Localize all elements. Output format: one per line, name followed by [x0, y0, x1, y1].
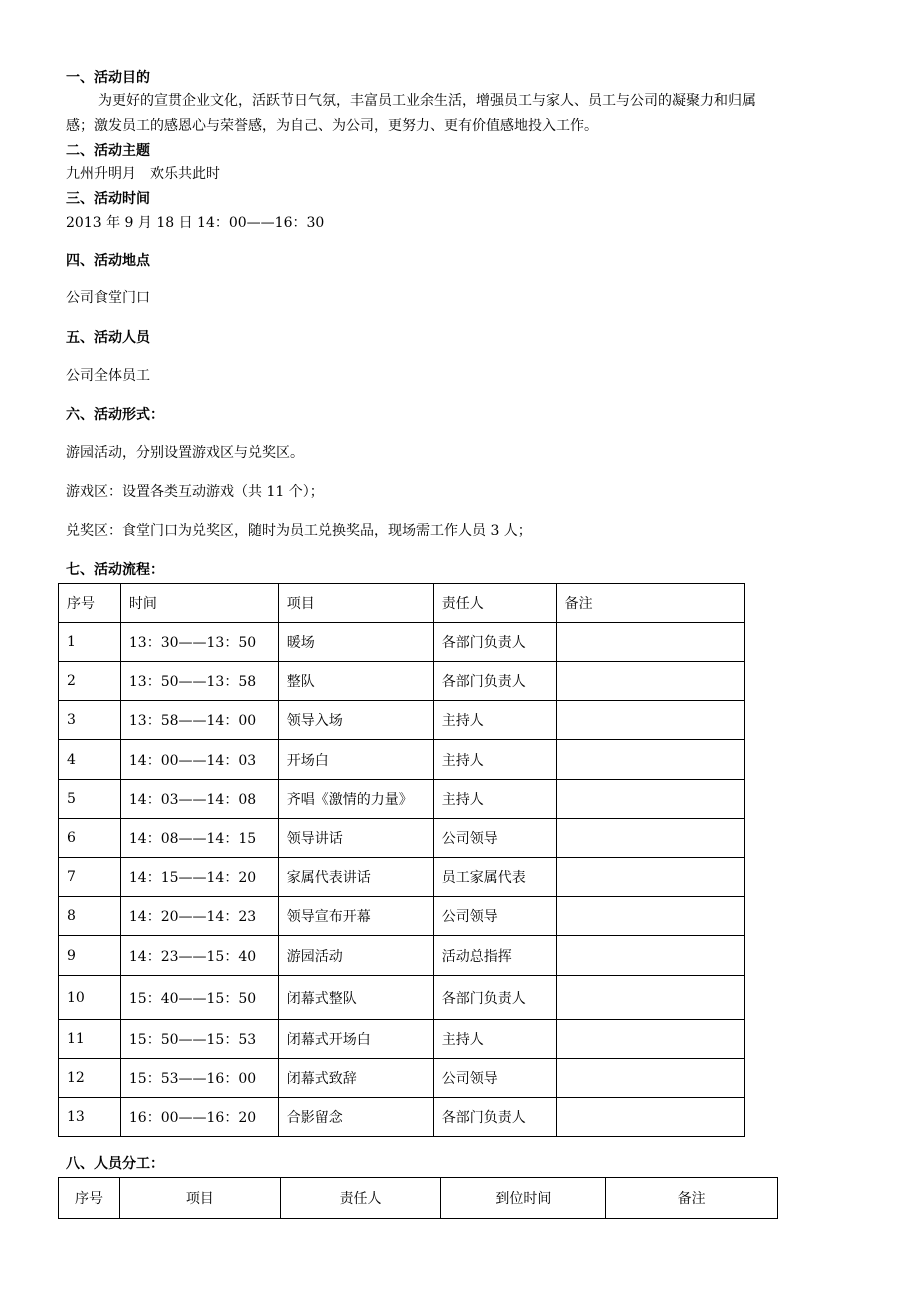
- staff-header-note: 备注: [606, 1178, 778, 1219]
- staff-header-item: 项目: [119, 1178, 280, 1219]
- flow-cell-index: 13: [59, 1098, 121, 1137]
- flow-cell-note: [556, 1098, 744, 1137]
- flow-cell-index: 1: [59, 623, 121, 662]
- flow-table-row: [59, 740, 745, 780]
- flow-cell-index: 7: [59, 858, 121, 897]
- flow-cell-owner: 主持人: [433, 1020, 556, 1059]
- flow-cell-time: 15：50——15：53: [120, 1020, 278, 1059]
- people-text: 公司全体员工: [66, 368, 150, 384]
- section-time-heading: 三、活动时间: [66, 191, 150, 207]
- flow-cell-item: 家属代表讲话: [278, 858, 433, 897]
- flow-cell-note: [556, 858, 744, 897]
- flow-table-row: [59, 701, 745, 740]
- flow-table-row: [59, 780, 745, 819]
- flow-cell-note: [556, 897, 744, 936]
- flow-table-row: [59, 1098, 745, 1137]
- activity-flow-table: [58, 583, 745, 1137]
- flow-cell-time: 13：58——14：00: [120, 701, 278, 740]
- flow-table-row: [59, 936, 745, 976]
- flow-cell-note: [556, 780, 744, 819]
- flow-header-note: 备注: [556, 584, 744, 623]
- flow-cell-time: 16：00——16：20: [120, 1098, 278, 1137]
- staff-table-header-row: [59, 1178, 778, 1219]
- flow-cell-index: 10: [59, 976, 121, 1020]
- flow-cell-time: 14：00——14：03: [120, 740, 278, 780]
- flow-header-item: 项目: [278, 584, 433, 623]
- flow-cell-owner: 公司领导: [433, 1059, 556, 1098]
- flow-cell-note: [556, 740, 744, 780]
- flow-cell-item: 合影留念: [278, 1098, 433, 1137]
- flow-cell-owner: 各部门负责人: [433, 623, 556, 662]
- flow-cell-item: 暖场: [278, 623, 433, 662]
- staff-header-arrival-time: 到位时间: [441, 1178, 606, 1219]
- flow-cell-note: [556, 623, 744, 662]
- flow-table-header-row: [59, 584, 745, 623]
- flow-cell-item: 游园活动: [278, 936, 433, 976]
- flow-header-index: 序号: [59, 584, 121, 623]
- flow-cell-owner: 公司领导: [433, 819, 556, 858]
- flow-cell-item: 领导入场: [278, 701, 433, 740]
- flow-table-row: [59, 662, 745, 701]
- flow-cell-index: 4: [59, 740, 121, 780]
- section-purpose-heading: 一、活动目的: [66, 70, 150, 86]
- section-theme-heading: 二、活动主题: [66, 143, 150, 159]
- flow-cell-time: 14：03——14：08: [120, 780, 278, 819]
- flow-cell-time: 14：23——15：40: [120, 936, 278, 976]
- place-text: 公司食堂门口: [66, 290, 150, 306]
- flow-cell-owner: 各部门负责人: [433, 1098, 556, 1137]
- flow-cell-time: 13：50——13：58: [120, 662, 278, 701]
- flow-cell-owner: 各部门负责人: [433, 976, 556, 1020]
- flow-header-time: 时间: [120, 584, 278, 623]
- flow-header-owner: 责任人: [433, 584, 556, 623]
- flow-cell-note: [556, 1020, 744, 1059]
- flow-cell-time: 14：20——14：23: [120, 897, 278, 936]
- flow-cell-item: 闭幕式开场白: [278, 1020, 433, 1059]
- flow-cell-time: 15：53——16：00: [120, 1059, 278, 1098]
- flow-table-row: [59, 976, 745, 1020]
- flow-cell-owner: 主持人: [433, 780, 556, 819]
- flow-cell-note: [556, 701, 744, 740]
- staff-header-owner: 责任人: [280, 1178, 441, 1219]
- flow-cell-time: 14：08——14：15: [120, 819, 278, 858]
- section-place-heading: 四、活动地点: [66, 253, 150, 269]
- flow-table-row: [59, 819, 745, 858]
- flow-cell-item: 开场白: [278, 740, 433, 780]
- flow-cell-note: [556, 819, 744, 858]
- flow-cell-item: 闭幕式致辞: [278, 1059, 433, 1098]
- flow-cell-note: [556, 1059, 744, 1098]
- theme-text: 九州升明月 欢乐共此时: [66, 166, 220, 182]
- flow-cell-item: 整队: [278, 662, 433, 701]
- flow-cell-note: [556, 936, 744, 976]
- form-text-line2: 游戏区：设置各类互动游戏（共 11 个）；: [66, 484, 324, 500]
- purpose-text-line1: 为更好的宣贯企业文化，活跃节日气氛，丰富员工业余生活，增强员工与家人、员工与公司的凝聚力和归属: [98, 93, 756, 109]
- flow-table-row: [59, 1020, 745, 1059]
- form-text-line3: 兑奖区：食堂门口为兑奖区，随时为员工兑换奖品，现场需工作人员 3 人；: [66, 523, 532, 539]
- flow-table-row: [59, 623, 745, 662]
- flow-cell-item: 闭幕式整队: [278, 976, 433, 1020]
- flow-table-row: [59, 897, 745, 936]
- flow-cell-owner: 公司领导: [433, 897, 556, 936]
- flow-cell-owner: 主持人: [433, 701, 556, 740]
- flow-cell-index: 9: [59, 936, 121, 976]
- section-form-heading: 六、活动形式：: [66, 407, 164, 423]
- flow-cell-index: 12: [59, 1059, 121, 1098]
- form-text-line1: 游园活动，分别设置游戏区与兑奖区。: [66, 445, 304, 461]
- flow-cell-owner: 员工家属代表: [433, 858, 556, 897]
- staff-header-index: 序号: [59, 1178, 120, 1219]
- flow-cell-owner: 活动总指挥: [433, 936, 556, 976]
- flow-cell-item: 领导讲话: [278, 819, 433, 858]
- flow-cell-note: [556, 662, 744, 701]
- flow-cell-note: [556, 976, 744, 1020]
- section-people-heading: 五、活动人员: [66, 330, 150, 346]
- flow-cell-index: 8: [59, 897, 121, 936]
- section-flow-heading: 七、活动流程：: [66, 562, 164, 578]
- section-staff-heading: 八、人员分工：: [66, 1156, 164, 1172]
- flow-cell-time: 15：40——15：50: [120, 976, 278, 1020]
- flow-cell-index: 6: [59, 819, 121, 858]
- flow-cell-time: 13：30——13：50: [120, 623, 278, 662]
- flow-cell-item: 齐唱《激情的力量》: [278, 780, 433, 819]
- flow-table-row: [59, 1059, 745, 1098]
- time-text: 2013 年 9 月 18 日 14：00——16：30: [66, 215, 325, 231]
- flow-cell-index: 2: [59, 662, 121, 701]
- flow-cell-time: 14：15——14：20: [120, 858, 278, 897]
- flow-cell-index: 11: [59, 1020, 121, 1059]
- flow-table-row: [59, 858, 745, 897]
- flow-cell-owner: 各部门负责人: [433, 662, 556, 701]
- flow-cell-owner: 主持人: [433, 740, 556, 780]
- flow-cell-index: 3: [59, 701, 121, 740]
- flow-cell-item: 领导宣布开幕: [278, 897, 433, 936]
- flow-cell-index: 5: [59, 780, 121, 819]
- purpose-text-line2: 感；激发员工的感恩心与荣誉感，为自己、为公司，更努力、更有价值感地投入工作。: [66, 118, 598, 134]
- staff-division-table: [58, 1177, 778, 1219]
